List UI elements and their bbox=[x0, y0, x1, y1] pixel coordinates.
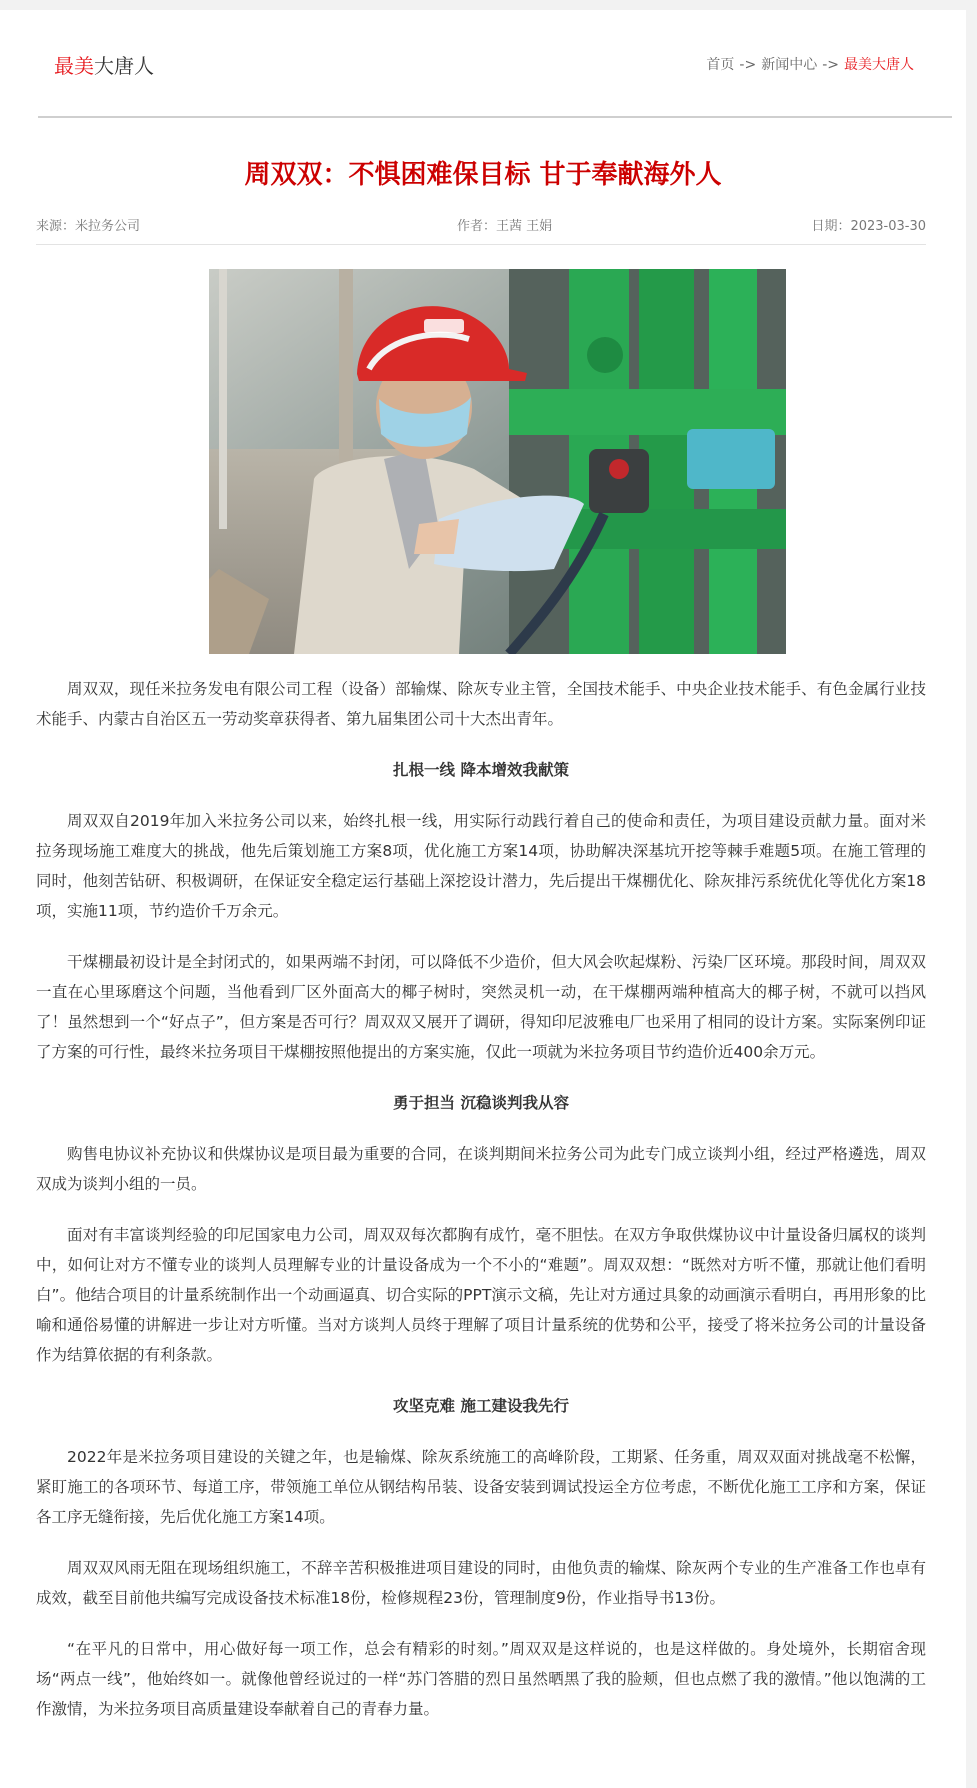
article-paragraph: 面对有丰富谈判经验的印尼国家电力公司，周双双每次都胸有成竹，毫不胆怯。在双方争取供煤协议中计量设备归属权的谈判中，如何让对方不懂专业的谈判人员理解专业的计量设备成为一个不小的“难题”。周双双想：“既然对方听不懂，那就让他们看明白”。他结合项目的计量系统制作出一个动画逼真、切合实际的PPT演示文稿，先让对方通过具象的动画演示看明白，再用形象的比喻和通俗易懂的讲解进一步让对方听懂。当对方谈判人员终于理解了项目计量系统的优势和公平，接受了将米拉务公司的计量设备作为结算依据的有利条款。 bbox=[36, 1226, 926, 1364]
brand-dark: 大唐人 bbox=[94, 54, 154, 78]
article-source: 来源：米拉务公司 bbox=[36, 219, 141, 234]
article-date: 日期：2023-03-30 bbox=[811, 219, 926, 234]
article-paragraph: 2022年是米拉务项目建设的关键之年，也是输煤、除灰系统施工的高峰阶段，工期紧、任务重，周双双面对挑战毫不松懈，紧盯施工的各项环节、每道工序，带领施工单位从钢结构吊装、设备安装到调试投运全方位考虑，不断优化施工工序和方案，保证各工序无缝衔接，先后优化施工方案14项。 bbox=[36, 1448, 926, 1526]
article-paragraph: 周双双风雨无阻在现场组织施工，不辞辛苦积极推进项目建设的同时，由他负责的输煤、除灰两个专业的生产准备工作也卓有成效，截至目前他共编写完成设备技术标准18份，检修规程23份，管理制度9份，作业指导书13份。 bbox=[36, 1559, 926, 1607]
breadcrumb-home[interactable]: 首页 bbox=[706, 57, 735, 73]
breadcrumb-separator: -> bbox=[739, 57, 757, 73]
article-paragraph: 购售电协议补充协议和供煤协议是项目最为重要的合同，在谈判期间米拉务公司为此专门成立谈判小组，经过严格遴选，周双双成为谈判小组的一员。 bbox=[36, 1145, 926, 1193]
section-heading: 扎根一线 降本增效我献策 bbox=[393, 761, 569, 779]
article-paragraph: 周双双，现任米拉务发电有限公司工程（设备）部输煤、除灰专业主管，全国技术能手、中央企业技术能手、有色金属行业技术能手、内蒙古自治区五一劳动奖章获得者、第九届集团公司十大杰出青年。 bbox=[36, 680, 926, 728]
article-paragraph: 周双双自2019年加入米拉务公司以来，始终扎根一线，用实际行动践行着自己的使命和责任，为项目建设贡献力量。面对米拉务现场施工难度大的挑战，他先后策划施工方案8项，优化施工方案14项，协助解决深基坑开挖等棘手难题5项。在施工管理的同时，他刻苦钻研、积极调研，在保证安全稳定运行基础上深挖设计潜力，先后提出干煤棚优化、除灰排污系统优化等优化方案18项，实施11项，节约造价千万余元。 bbox=[36, 812, 926, 920]
breadcrumb-separator: -> bbox=[822, 57, 839, 73]
article-author: 作者：王茜 王娟 bbox=[457, 219, 553, 234]
article-meta bbox=[36, 217, 926, 237]
section-heading: 勇于担当 沉稳谈判我从容 bbox=[393, 1094, 569, 1112]
article-paragraph: “在平凡的日常中，用心做好每一项工作，总会有精彩的时刻。”周双双是这样说的，也是这样做的。身处境外，长期宿舍现场“两点一线”，他始终如一。就像他曾经说过的一样“苏门答腊的烈日虽然晒黑了我的脸颊，但也点燃了我的激情。”他以饱满的工作激情，为米拉务项目高质量建设奉献着自己的青春力量。 bbox=[36, 1640, 926, 1718]
brand-logo[interactable] bbox=[54, 52, 154, 80]
article-title: 周双双：不惧困难保目标 甘于奉献海外人 bbox=[244, 160, 722, 190]
section-heading: 攻坚克难 施工建设我先行 bbox=[393, 1397, 569, 1415]
meta-divider bbox=[36, 244, 926, 245]
breadcrumb-current: 最美大唐人 bbox=[844, 57, 914, 73]
brand-red: 最美 bbox=[54, 54, 94, 78]
article-body bbox=[36, 674, 926, 1745]
article-paragraph: 干煤棚最初设计是全封闭式的，如果两端不封闭，可以降低不少造价，但大风会吹起煤粉、污染厂区环境。那段时间，周双双一直在心里琢磨这个问题，当他看到厂区外面高大的椰子树时，突然灵机一动，在干煤棚两端种植高大的椰子树，不就可以挡风了！虽然想到一个“好点子”，但方案是否可行？周双双又展开了调研，得知印尼波雅电厂也采用了相同的设计方案。实际案例印证了方案的可行性，最终米拉务项目干煤棚按照他提出的方案实施，仅此一项就为米拉务项目节约造价近400余万元。 bbox=[36, 953, 926, 1061]
header-divider bbox=[38, 116, 952, 118]
page bbox=[0, 10, 966, 1788]
breadcrumb bbox=[706, 55, 914, 75]
article-photo bbox=[209, 269, 786, 654]
worker-photo-illustration bbox=[209, 269, 786, 654]
site-header bbox=[0, 10, 966, 117]
breadcrumb-news[interactable]: 新闻中心 bbox=[761, 57, 818, 73]
